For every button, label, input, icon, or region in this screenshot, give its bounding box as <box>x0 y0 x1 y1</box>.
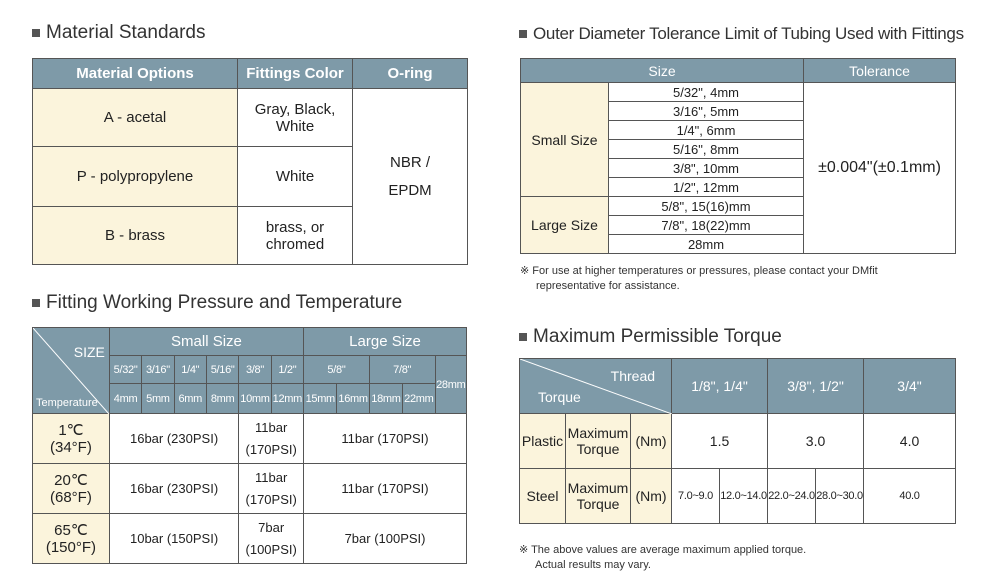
bullet-square-icon <box>519 30 527 38</box>
mm-size-cell: 28mm <box>435 356 466 414</box>
size-cell: 7/8", 18(22)mm <box>609 216 804 235</box>
fittings-color-cell: White <box>238 147 353 207</box>
pressure-cell: 7bar (100PSI) <box>239 514 304 564</box>
mm-size-cell: 6mm <box>174 384 206 414</box>
pressure-cell: 16bar (230PSI) <box>109 464 238 514</box>
header-fittings-color: Fittings Color <box>238 59 353 89</box>
size-cell: 1/2", 12mm <box>609 178 804 197</box>
size-cell: 28mm <box>609 235 804 254</box>
pressure-temperature-table <box>32 327 467 564</box>
large-size-header: Large Size <box>304 328 467 356</box>
large-size-label: Large Size <box>521 197 609 254</box>
torque-value: 7.0~9.0 <box>672 469 720 524</box>
o-ring-cell: NBR / EPDM <box>353 89 468 265</box>
size-temperature-corner-cell: SIZE Temperature <box>33 328 110 414</box>
torque-value: 12.0~14.0 <box>720 469 768 524</box>
tolerance-value: ±0.004"(±0.1mm) <box>804 83 956 254</box>
size-cell: 5/8", 15(16)mm <box>609 197 804 216</box>
bullet-square-icon <box>32 299 40 307</box>
inch-size-cell: 5/32" <box>109 356 141 384</box>
header-o-ring: O-ring <box>353 59 468 89</box>
material-standards-table <box>32 58 468 265</box>
tolerance-note: ※ For use at higher temperatures or pressures, please contact your DMfit representative for assistance. <box>520 265 878 292</box>
fittings-color-cell: Gray, Black, White <box>238 89 353 147</box>
size-cell: 1/4", 6mm <box>609 121 804 140</box>
small-size-label: Small Size <box>521 83 609 197</box>
table-row <box>33 89 468 147</box>
mm-size-cell: 16mm <box>337 384 369 414</box>
inch-size-cell: 1/4" <box>174 356 206 384</box>
pressure-cell: 11bar (170PSI) <box>304 414 467 464</box>
mm-size-cell: 22mm <box>403 384 435 414</box>
pressure-temperature-title: Fitting Working Pressure and Temperature <box>32 292 402 314</box>
mm-size-cell: 8mm <box>206 384 238 414</box>
unit-label: (Nm) <box>631 414 672 469</box>
size-cell: 5/16", 8mm <box>609 140 804 159</box>
mm-size-cell: 15mm <box>304 384 337 414</box>
torque-value: 1.5 <box>672 414 768 469</box>
material-option-cell: B - brass <box>33 207 238 265</box>
mm-size-cell: 5mm <box>142 384 174 414</box>
table-row <box>33 514 467 564</box>
header-tolerance: Tolerance <box>804 59 956 83</box>
table-row <box>520 414 956 469</box>
torque-title: Maximum Permissible Torque <box>519 326 782 348</box>
pressure-cell: 11bar (170PSI) <box>304 464 467 514</box>
mm-size-cell: 18mm <box>369 384 402 414</box>
size-cell: 3/8", 10mm <box>609 159 804 178</box>
mm-size-cell: 4mm <box>109 384 141 414</box>
inch-size-cell: 3/16" <box>142 356 174 384</box>
torque-note: ※ The above values are average maximum applied torque. Actual results may vary. <box>519 544 807 571</box>
inch-size-cell: 3/8" <box>239 356 271 384</box>
torque-value: 28.0~30.0 <box>816 469 864 524</box>
pressure-cell: 16bar (230PSI) <box>109 414 238 464</box>
pressure-cell: 11bar (170PSI) <box>239 464 304 514</box>
header-size: Size <box>521 59 804 83</box>
torque-value: 22.0~24.0 <box>768 469 816 524</box>
pressure-cell: 11bar (170PSI) <box>239 414 304 464</box>
tolerance-title: Outer Diameter Tolerance Limit of Tubing Used with Fittings <box>519 24 964 44</box>
header-material-options: Material Options <box>33 59 238 89</box>
material-standards-title: Material Standards <box>32 22 205 44</box>
thread-header: 3/8", 1/2" <box>768 359 864 414</box>
inch-size-cell: 1/2" <box>271 356 303 384</box>
bullet-square-icon <box>519 333 527 341</box>
inch-size-cell: 7/8" <box>369 356 435 384</box>
table-row <box>520 469 956 524</box>
torque-value: 4.0 <box>864 414 956 469</box>
temperature-cell: 20℃ (68°F) <box>33 464 110 514</box>
bullet-square-icon <box>32 29 40 37</box>
temperature-cell: 1℃ (34°F) <box>33 414 110 464</box>
material-label-plastic: Plastic <box>520 414 566 469</box>
torque-value: 40.0 <box>864 469 956 524</box>
table-row <box>33 414 467 464</box>
max-torque-label: Maximum Torque <box>566 469 631 524</box>
size-cell: 5/32", 4mm <box>609 83 804 102</box>
inch-size-cell: 5/8" <box>304 356 370 384</box>
table-row <box>33 464 467 514</box>
torque-table <box>519 358 956 524</box>
material-option-cell: A - acetal <box>33 89 238 147</box>
thread-header: 3/4" <box>864 359 956 414</box>
tolerance-table <box>520 58 956 254</box>
fittings-color-cell: brass, or chromed <box>238 207 353 265</box>
max-torque-label: Maximum Torque <box>566 414 631 469</box>
inch-size-cell: 5/16" <box>206 356 238 384</box>
material-label-steel: Steel <box>520 469 566 524</box>
material-option-cell: P - polypropylene <box>33 147 238 207</box>
pressure-cell: 10bar (150PSI) <box>109 514 238 564</box>
mm-size-cell: 10mm <box>239 384 271 414</box>
mm-size-cell: 12mm <box>271 384 303 414</box>
small-size-header: Small Size <box>109 328 303 356</box>
torque-value: 3.0 <box>768 414 864 469</box>
temperature-cell: 65℃ (150°F) <box>33 514 110 564</box>
thread-torque-corner-cell: Thread Torque <box>520 359 672 414</box>
thread-header: 1/8", 1/4" <box>672 359 768 414</box>
unit-label: (Nm) <box>631 469 672 524</box>
pressure-cell: 7bar (100PSI) <box>304 514 467 564</box>
size-cell: 3/16", 5mm <box>609 102 804 121</box>
